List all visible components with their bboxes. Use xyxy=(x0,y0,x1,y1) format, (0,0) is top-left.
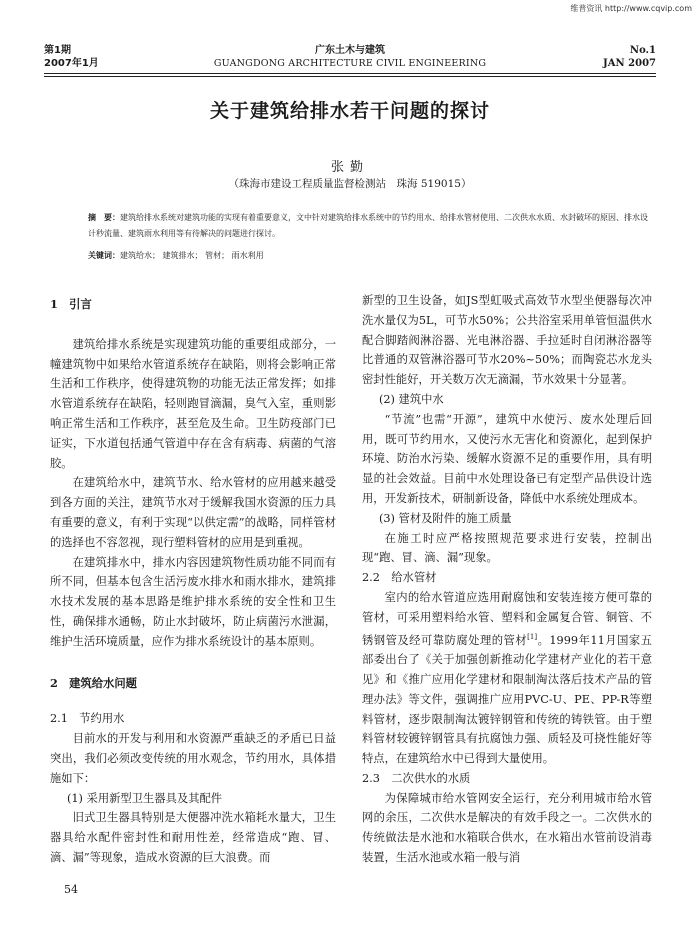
paragraph: 在施工时应严格按照规范要求进行安装，控制出现“跑、冒、滴、漏”现象。 xyxy=(362,531,652,565)
paragraph: 目前水的开发与利用和水资源严重缺乏的矛盾已日益突出，我们必须改变传统的用水观念，节约用水，具体措施如下： xyxy=(50,732,336,785)
issue-date-en: JAN 2007 xyxy=(603,58,656,69)
paragraph: 旧式卫生器具特别是大便器冲洗水箱耗水量大，卫生器具给水配件密封性和耐用性差，经常造成“跑、冒、滴、漏”等现象，造成水资源的巨大浪费。而 xyxy=(50,811,336,864)
paragraph: 在建筑排水中，排水内容因建筑物性质功能不同而有所不同，但基本包含生活污废水排水和雨水排水，建筑排水技术发展的基本思路是维护排水系统的安全性和卫生性，确保排水通畅，防止水封破坏，防止病菌污水泄漏，维护生活环境质量，应作为排水系统设计的基本原则。 xyxy=(50,555,336,648)
paragraph: 新型的卫生设备，如JS型虹吸式高效节水型坐便器每次冲洗水量仅为5L，可节水50%；公共浴室采用单管恒温供水配合脚踏阀淋浴器、光电淋浴器、手拉延时自闭淋浴器等比普通的双管淋浴器可节水20%~50%；而陶瓷芯水龙头密封性能好，开关数万次无滴漏，节水效果十分显著。 xyxy=(362,294,652,387)
section-heading: 1 引言 xyxy=(50,297,92,311)
paragraph xyxy=(362,588,652,769)
citation-ref: [1] xyxy=(527,632,538,641)
issue-number-en: No.1 xyxy=(629,45,656,56)
abstract-text: 建筑给排水系统对建筑功能的实现有着重要意义，文中针对建筑给排水系统中的节约用水、给排水管材使用、二次供水水质、水封破坏的原因、排水设计秒流量、建筑雨水利用等有待解决的问题进行探讨。 xyxy=(88,213,648,238)
paragraph: 在建筑给水中，建筑节水、给水管材的应用越来越受到各方面的关注，建筑节水对于缓解我国水资源的压力具有重要的意义，有利于实现“以供定需”的战略，同样管材的选择也不容忽视，现行塑料管材的应用是到重视。 xyxy=(50,476,336,549)
subheading: (1) 采用新型卫生器具及其配件 xyxy=(66,791,223,805)
paragraph: 建筑给排水系统是实现建筑功能的重要组成部分，一幢建筑物中如果给水管道系统存在缺陷，则将会影响正常生活和工作秩序，使得建筑物的功能无法正常发挥；如排水管道系统存在缺陷，轻则跑冒滴漏，臭气入室，重则影响正常生活和工作秩序，甚至危及生命。卫生防疫部门已证实，下水道包括通气管道中存在含有病毒、病菌的气溶胶。 xyxy=(50,337,336,470)
subsection-heading: 2.3 二次供水的水质 xyxy=(362,771,471,785)
paragraph: “节流”也需“开源”，建筑中水使污、废水处理后回用，既可节约用水，又使污水无害化和资源化，起到保护环境、防治水污染、缓解水资源不足的重要作用，具有明显的社会效益。目前中水处理设备已有定型产品供设计选用，开发新技术，研制新设备，降低中水系统处理成本。 xyxy=(362,412,652,505)
article-title: 关于建筑给排水若干问题的探讨 xyxy=(209,100,490,122)
journal-name-cn: 广东土木与建筑 xyxy=(315,45,385,56)
subheading: (2) 建筑中水 xyxy=(378,392,444,406)
paragraph-text: 室内的给水管道应选用耐腐蚀和安装连接方便可靠的管材，可采用塑料给水管、塑料和金属复合管、铜管、不锈钢管及经可靠防腐处理的管材 xyxy=(362,590,652,647)
subsection-heading: 2.2 给水管材 xyxy=(362,571,437,585)
journal-header xyxy=(0,44,700,70)
paragraph-text: 。1999年11月国家五部委出台了《关于加强创新推动化学建材产业化的若干意见》和《推广应用化学建材和限制淘汰落后技术产品的管理办法》等文件，强调推广应用PVC-U、PE、PP-R等塑料管材，逐步限制淘汰镀锌钢管和传统的铸铁管。由于塑料管材较镀锌钢管具有抗腐蚀力强、质轻及可挠性能好等特点，在建筑给水中已得到大量使用。 xyxy=(362,633,652,766)
abstract-label: 摘 要： xyxy=(88,212,120,222)
section-heading: 2 建筑给水问题 xyxy=(50,675,137,690)
right-column xyxy=(362,291,652,868)
watermark: 维普资讯 http://www.cqvip.com xyxy=(570,4,692,13)
abstract xyxy=(88,209,648,242)
subsection-heading: 2.1 节约用水 xyxy=(50,712,125,726)
page-number: 54 xyxy=(64,883,78,896)
header-issue-en xyxy=(603,44,656,70)
paragraph: 为保障城市给水管网安全运行，充分利用城市给水管网的余压，二次供水是解决的有效手段之一。二次供水的传统做法是水池和水箱联合供水，在水箱出水管前设消毒装置，生活水池或水箱一般与消 xyxy=(362,791,652,865)
author: 张勤 xyxy=(330,160,369,175)
subheading: (3) 管材及附件的施工质量 xyxy=(378,511,512,525)
keywords-text: 建筑给水； 建筑排水； 管材； 雨水利用 xyxy=(120,251,264,260)
header-rule xyxy=(44,73,656,74)
issue-number-cn: 第1期 xyxy=(44,45,71,56)
header-rule-thin xyxy=(44,76,656,77)
issue-date-cn: 2007年1月 xyxy=(44,58,99,69)
affiliation: （珠海市建设工程质量监督检测站 珠海 519015） xyxy=(228,178,472,190)
keywords-label: 关键词： xyxy=(88,250,120,260)
keywords xyxy=(88,250,648,261)
journal-name-en: GUANGDONG ARCHITECTURE CIVIL ENGINEERING xyxy=(213,58,487,69)
left-column xyxy=(50,295,336,868)
